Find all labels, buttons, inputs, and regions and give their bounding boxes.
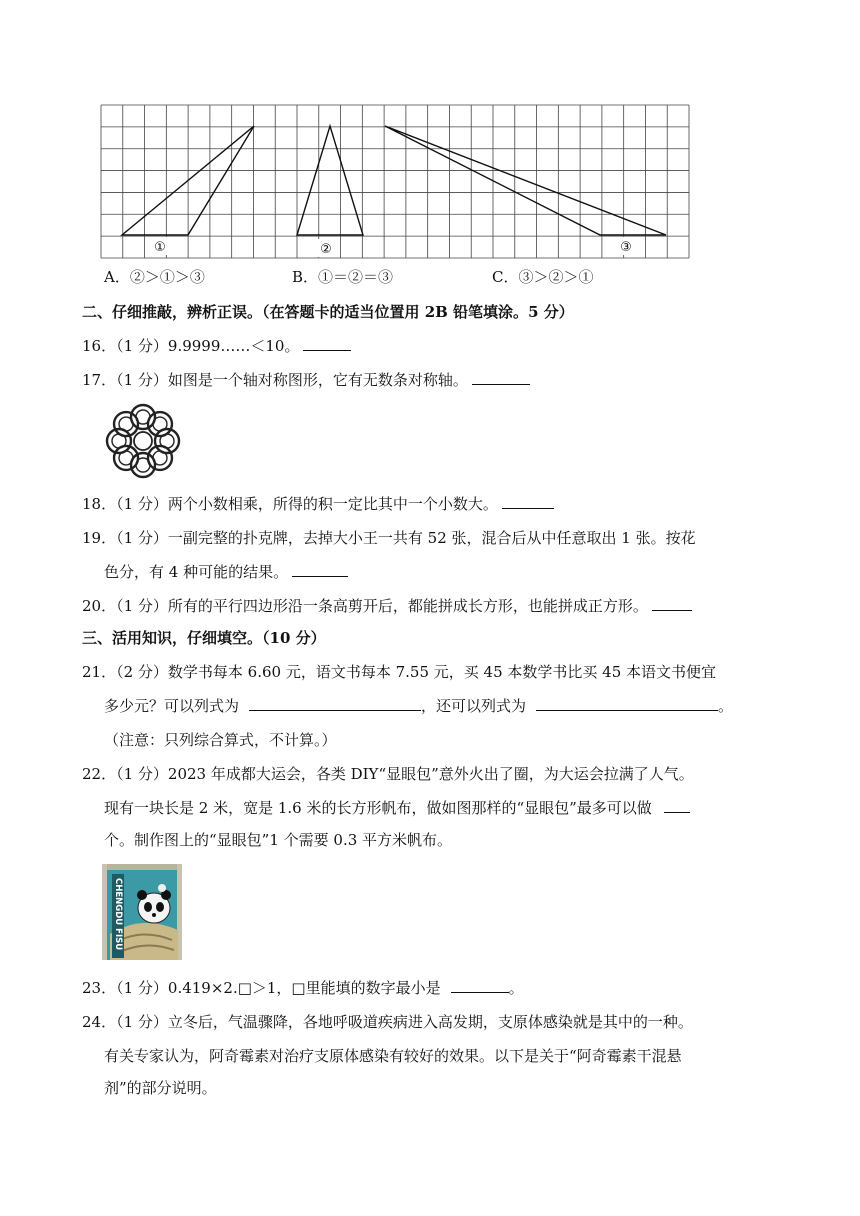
q20-answer-blank[interactable]: [652, 596, 692, 611]
question-23: [82, 978, 524, 998]
q18-text: 18．（1 分）两个小数相乘，所得的积一定比其中一个小数大。: [82, 495, 498, 513]
q21-answer-blank-1[interactable]: [249, 696, 421, 711]
section-2-heading: 二、仔细推敲，辨析正误。（在答题卡的适当位置用 2B 铅笔填涂。5 分）: [82, 303, 574, 321]
q15-option-c[interactable]: C．③＞②＞①: [492, 268, 594, 286]
q23-text: 23．（1 分）0.419×2.□＞1，□里能填的数字最小是: [82, 979, 441, 997]
q21-text-a: 多少元？可以列式为: [104, 697, 240, 715]
q15-option-a[interactable]: A．②＞①＞③: [104, 268, 205, 286]
triangle-3-label: ③: [620, 240, 632, 255]
question-22-line-1: 22．（1 分）2023 年成都大运会，各类 DIY“显眼包”意外火出了圈，为大运会拉满了人气。: [82, 765, 694, 783]
question-21-line-3: （注意：只列综合算式，不计算。）: [104, 731, 337, 749]
q22-answer-blank[interactable]: [664, 798, 690, 813]
question-19-line-1: 19．（1 分）一副完整的扑克牌，去掉大小王一共有 52 张，混合后从中任意取出 1 张。按花: [82, 529, 696, 547]
question-24-line-2: 有关专家认为，阿奇霉素对治疗支原体感染有较好的效果。以下是关于“阿奇霉素干混悬: [104, 1047, 682, 1065]
q15-option-b[interactable]: B．①＝②＝③: [292, 268, 394, 286]
panda-bag-icon: [102, 864, 182, 960]
question-22-line-2: [104, 798, 690, 818]
question-18: [82, 494, 554, 514]
q18-answer-blank[interactable]: [502, 494, 554, 509]
q22-text: 现有一块长是 2 米，宽是 1.6 米的长方形帆布，做如图那样的“显眼包”最多可以做: [104, 799, 652, 817]
question-19-line-2: [104, 562, 348, 582]
q23-answer-blank[interactable]: [451, 978, 509, 993]
q17-answer-blank[interactable]: [472, 370, 530, 385]
triangle-1-label: ①: [154, 240, 166, 255]
q21-answer-blank-2[interactable]: [536, 696, 718, 711]
question-20: [82, 596, 692, 616]
section-3-heading: 三、活用知识，仔细填空。（10 分）: [82, 629, 326, 647]
question-17: [82, 370, 530, 390]
q20-text: 20．（1 分）所有的平行四边形沿一条高剪开后，都能拼成长方形，也能拼成正方形。: [82, 597, 648, 615]
triangle-2-label: ②: [320, 242, 332, 257]
question-22-line-3: 个。制作图上的“显眼包”1 个需要 0.3 平方米帆布。: [104, 831, 453, 849]
triangle-2: [297, 126, 363, 235]
q16-text: 16．（1 分）9.9999……＜10。: [82, 337, 300, 355]
panda-bag-image: [102, 864, 182, 960]
question-24-line-1: 24．（1 分）立冬后，气温骤降，各地呼吸道疾病进入高发期，支原体感染就是其中的一种。: [82, 1013, 693, 1031]
q16-answer-blank[interactable]: [303, 336, 351, 351]
bag-text: CHENGDU FISU: [113, 878, 123, 951]
question-24-line-3: 剂”的部分说明。: [104, 1079, 217, 1097]
triangle-grid-figure: [100, 104, 690, 260]
flower-figure: [100, 400, 186, 482]
question-21-line-1: 21．（2 分）数学书每本 6.60 元，语文书每本 7.55 元，买 45 本数学书比买 45 本语文书便宜: [82, 663, 717, 681]
question-21-line-2: [104, 696, 733, 716]
q17-text: 17．（1 分）如图是一个轴对称图形，它有无数条对称轴。: [82, 371, 468, 389]
q19-text: 色分，有 4 种可能的结果。: [104, 563, 289, 581]
q19-answer-blank[interactable]: [292, 562, 348, 577]
question-16: [82, 336, 351, 356]
q23-end: 。: [508, 979, 524, 997]
q21-text-c: 。: [718, 697, 734, 715]
q21-text-b: ，还可以列式为: [421, 697, 527, 715]
